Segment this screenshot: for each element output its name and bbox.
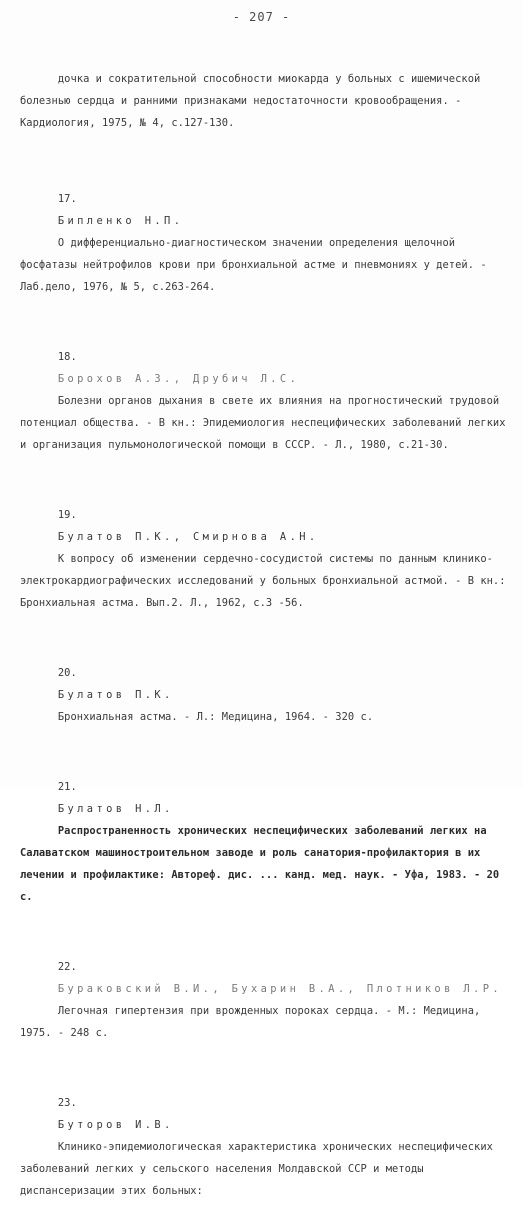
- reference-text: Легочная гипертензия при врожденных пороках сердца. - М.: Медицина, 1975. - 248 с.: [20, 1005, 487, 1039]
- reference-author: Буторов И.В.: [57, 1119, 174, 1131]
- reference-number: 23.: [57, 1097, 77, 1109]
- reference-text: Бронхиальная астма. - Л.: Медицина, 1964. - 320 с.: [57, 711, 374, 723]
- reference-author: Бураковский В.И., Бухарин В.А., Плотников Л.Р.: [57, 983, 503, 995]
- reference-author: Бипленко Н.П.: [57, 215, 184, 227]
- reference-item-19: [20, 482, 512, 636]
- reference-text: К вопросу об изменении сердечно-сосудистой системы по данным клинико-электрокардиографических исследований у больных бронхиальной астмой. - В кн.: Бронхиальная астма. Вып.2. Л., 1962, с.3 -56.: [20, 553, 512, 609]
- reference-item-21: [20, 754, 512, 930]
- reference-item-22: [20, 934, 512, 1066]
- reference-text: Клинико-эпидемиологическая характеристика хронических неспецифических заболеваний легких у сельского населения Молдавской ССР и методы диспансеризации этих больных:: [20, 1141, 500, 1197]
- page-number: - 207 -: [232, 10, 291, 24]
- reference-author: Булатов Н.Л.: [57, 803, 174, 815]
- reference-number: 22.: [57, 961, 77, 973]
- reference-author: Борохов А.З., Друбич Л.С.: [57, 373, 300, 385]
- reference-item-23: [20, 1070, 512, 1224]
- reference-number: 17.: [57, 193, 77, 205]
- bibliography-list: [20, 46, 512, 1228]
- reference-continuation: [20, 46, 512, 156]
- reference-author: Булатов П.К.: [57, 689, 174, 701]
- reference-item-20: [20, 640, 512, 750]
- reference-text: Болезни органов дыхания в свете их влияния на прогностический трудовой потенциал общества. - В кн.: Эпидемиология неспецифических заболеваний легких и организация пульмонологической помощи в СССР. - Л., 1980, с.21-30.: [20, 395, 512, 451]
- reference-item-17: [20, 166, 512, 320]
- reference-number: 18.: [57, 351, 77, 363]
- reference-text: О дифференциально-диагностическом значении определения щелочной фосфатазы нейтрофилов крови при бронхиальной астме и пневмониях у детей. - Лаб.дело, 1976, № 5, с.263-264.: [20, 237, 493, 293]
- reference-number: 19.: [57, 509, 77, 521]
- reference-text: дочка и сократительной способности миокарда у больных с ишемической болезнью сердца и ранними признаками недостаточности кровообращения. - Кардиология, 1975, № 4, с.127-130.: [20, 73, 487, 129]
- reference-author: Булатов П.К., Смирнова А.Н.: [57, 531, 319, 543]
- reference-item-18: [20, 324, 512, 478]
- reference-number: 20.: [57, 667, 77, 679]
- reference-text: Распространенность хронических неспецифических заболеваний легких на Салаватском машиностроительном заводе и роль санатория-профилактория в их лечении и профилактике: Автореф. дис. ... канд. мед. наук. - Уфа, 1983. - 20 с.: [20, 825, 506, 903]
- reference-number: 21.: [57, 781, 77, 793]
